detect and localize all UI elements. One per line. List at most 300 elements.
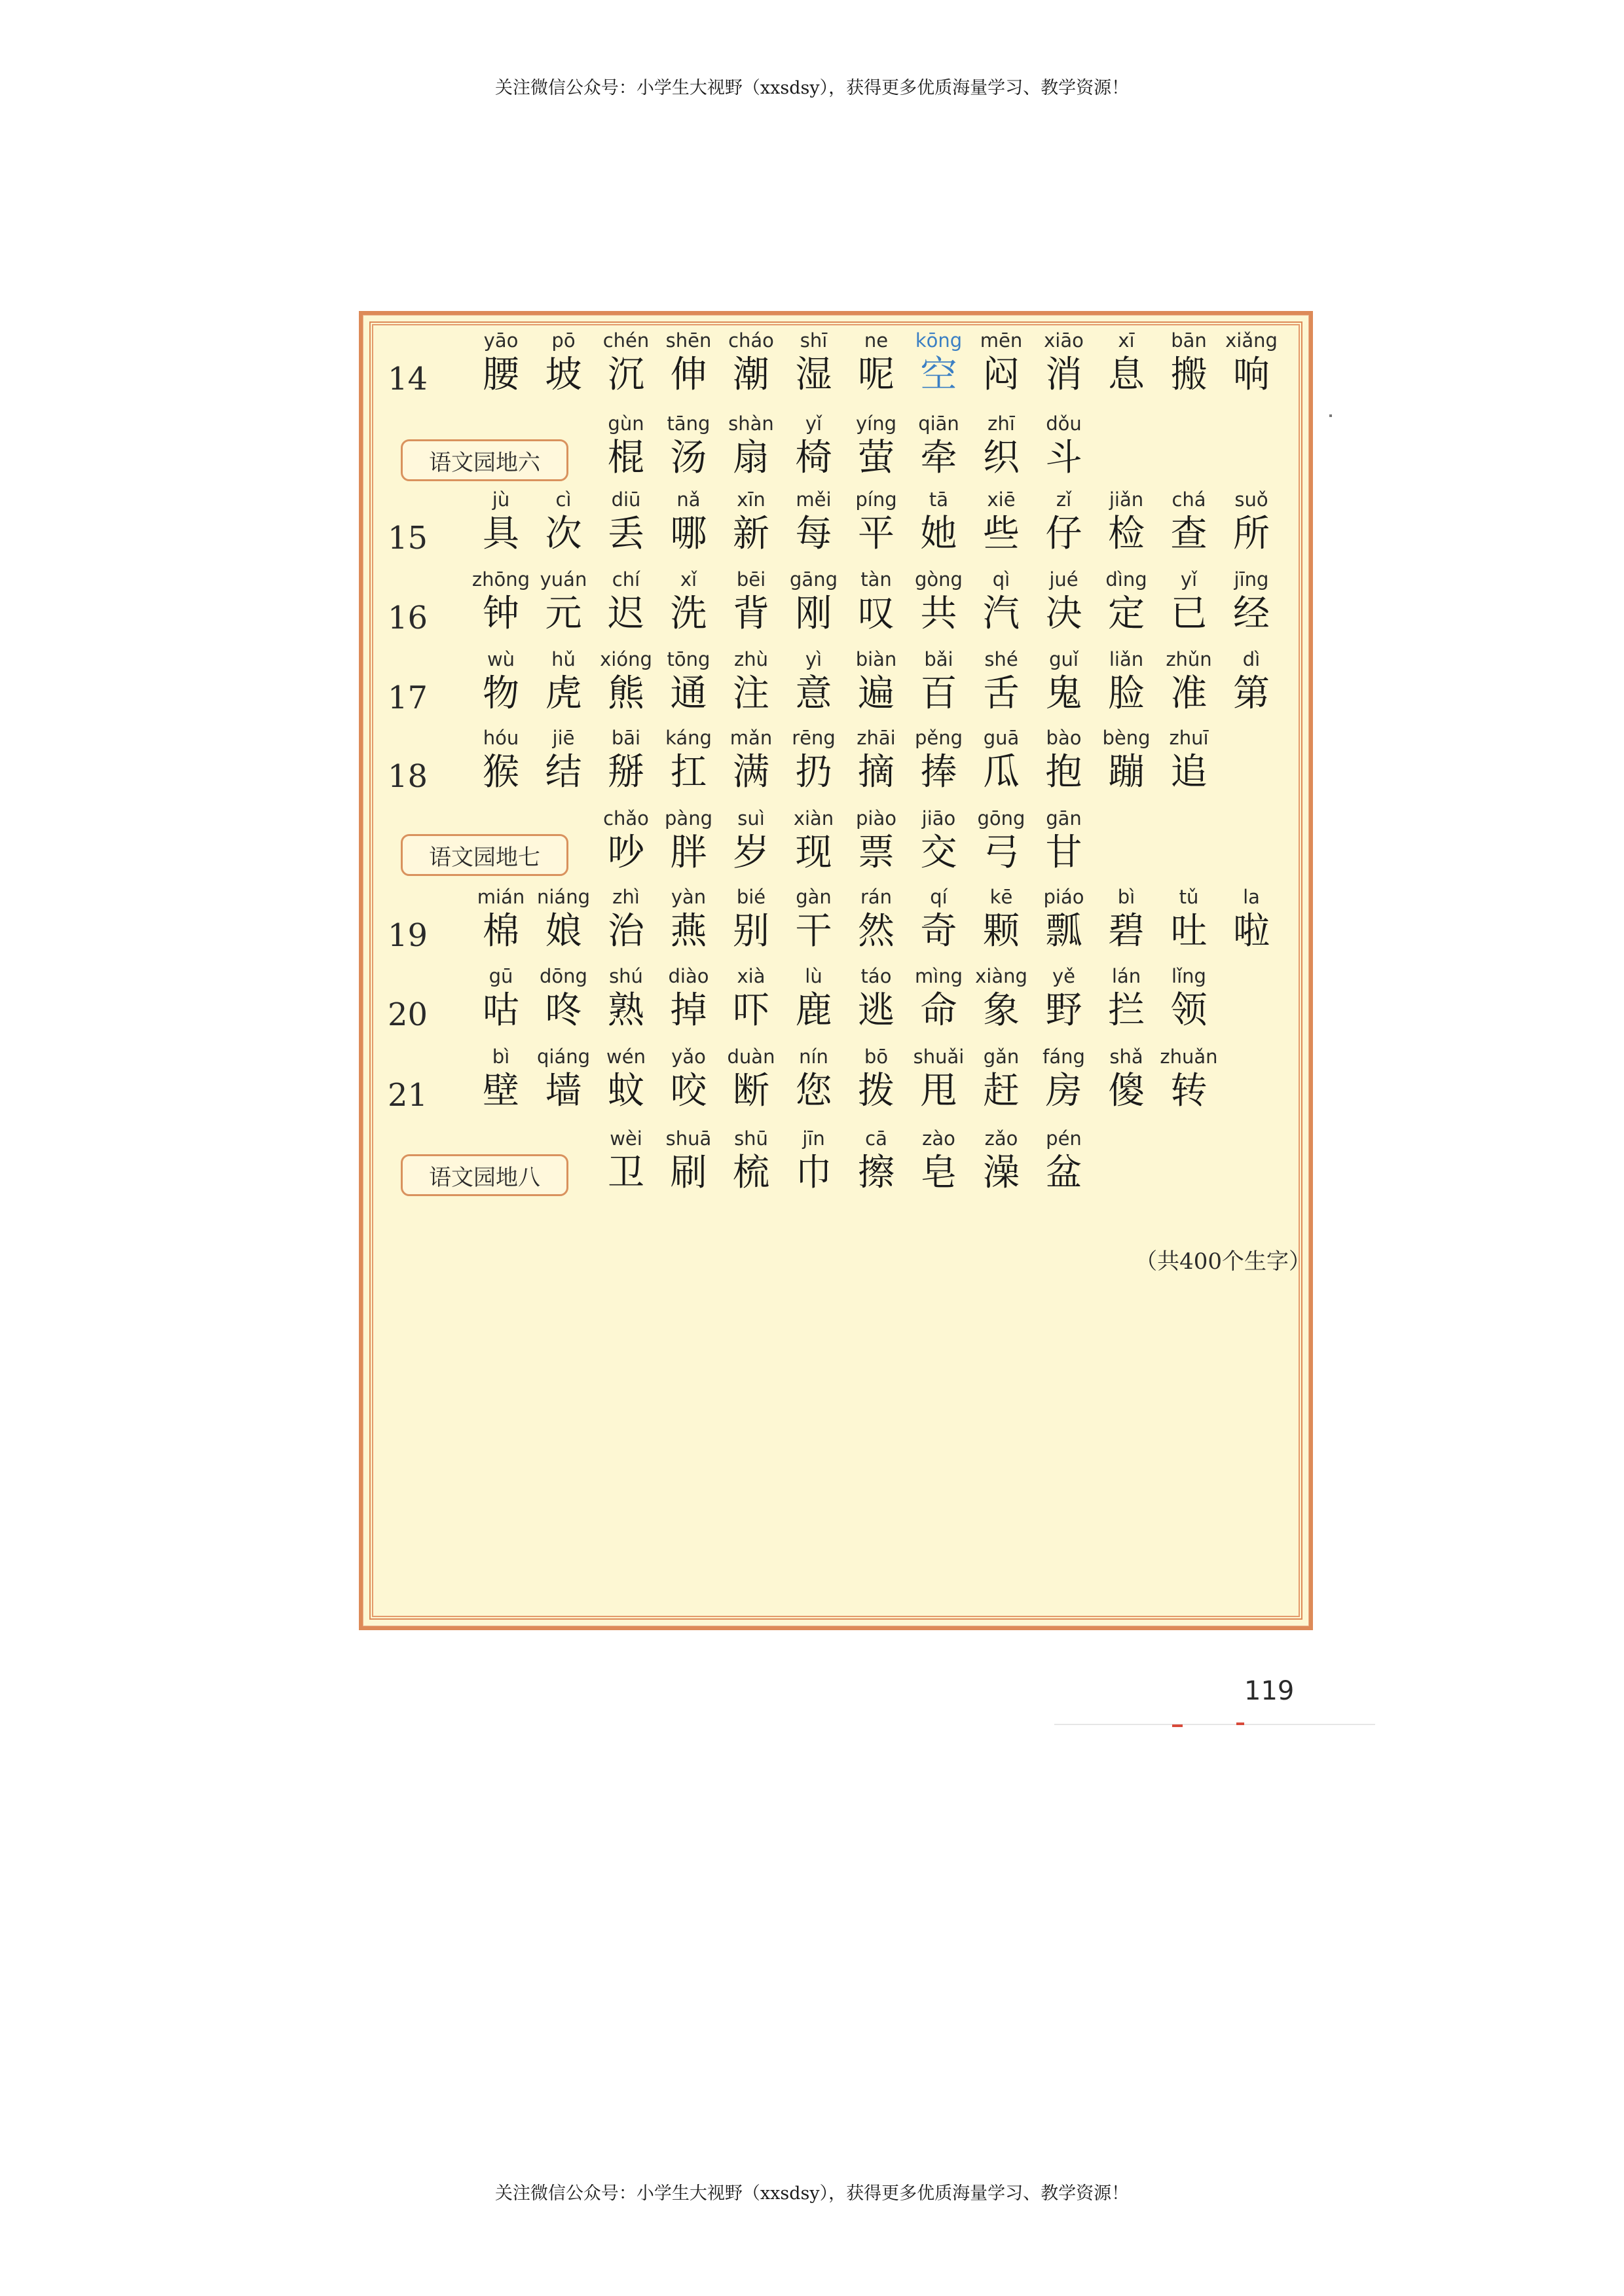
hanzi-character: 刚 xyxy=(795,592,832,635)
hanzi-character: 意 xyxy=(795,672,832,715)
pinyin-label: lù xyxy=(805,965,822,987)
character-cell xyxy=(908,806,970,878)
hanzi-character: 呢 xyxy=(858,354,895,396)
character-cell xyxy=(783,1126,845,1198)
character-cell xyxy=(908,1044,970,1116)
character-cell xyxy=(970,964,1033,1036)
pinyin-label: bào xyxy=(1046,727,1082,749)
hanzi-character: 坡 xyxy=(545,354,582,396)
pinyin-label: yíng xyxy=(855,412,896,435)
hanzi-character: 掰 xyxy=(608,751,644,793)
hanzi-character: 抱 xyxy=(1045,751,1082,793)
table-row xyxy=(363,411,1309,483)
pinyin-label: suǒ xyxy=(1234,488,1268,511)
hanzi-character: 吓 xyxy=(733,989,769,1032)
hanzi-character: 沉 xyxy=(608,354,644,396)
lesson-number: 17 xyxy=(388,680,428,716)
character-cell xyxy=(470,487,532,559)
character-cell xyxy=(845,567,908,639)
pinyin-label: diū xyxy=(611,488,641,511)
character-cell xyxy=(470,884,532,957)
character-cell xyxy=(595,647,657,719)
hanzi-character: 巾 xyxy=(795,1152,832,1194)
character-cell xyxy=(1220,487,1283,559)
character-cell xyxy=(1158,647,1221,719)
character-cell xyxy=(970,1044,1033,1116)
hanzi-character: 摘 xyxy=(858,751,895,793)
pinyin-label: tǔ xyxy=(1179,886,1199,908)
hanzi-character: 然 xyxy=(858,910,895,953)
pinyin-label: hǔ xyxy=(551,648,576,670)
character-cell xyxy=(908,411,970,483)
pinyin-label: zǐ xyxy=(1056,488,1072,511)
character-cell xyxy=(532,964,595,1036)
print-mark-right xyxy=(1236,1722,1244,1725)
hanzi-character: 猴 xyxy=(483,751,519,793)
character-cell xyxy=(1095,884,1158,957)
pinyin-label: zào xyxy=(922,1127,955,1150)
hanzi-character: 扔 xyxy=(795,751,832,793)
pinyin-label: nǎ xyxy=(676,488,701,511)
lesson-number: 15 xyxy=(388,520,428,556)
hanzi-character: 空 xyxy=(920,354,957,396)
character-cell xyxy=(1033,647,1096,719)
hanzi-character: 准 xyxy=(1170,672,1208,715)
character-cell xyxy=(532,647,595,719)
character-cell xyxy=(1033,411,1096,483)
pinyin-label: gǎn xyxy=(983,1046,1020,1068)
pinyin-label: qiáng xyxy=(536,1046,591,1068)
pinyin-label: yǐ xyxy=(805,412,822,435)
hanzi-character: 拦 xyxy=(1108,989,1145,1032)
hanzi-character: 她 xyxy=(920,513,957,555)
character-cell xyxy=(845,647,908,719)
lesson-number: 18 xyxy=(388,758,428,795)
character-cell xyxy=(783,328,845,400)
lesson-number: 14 xyxy=(388,361,428,397)
hanzi-character: 蚊 xyxy=(608,1070,644,1112)
hanzi-character: 擦 xyxy=(858,1152,895,1194)
character-cell xyxy=(720,806,783,878)
hanzi-character: 哪 xyxy=(670,513,707,555)
hanzi-character: 脸 xyxy=(1108,672,1145,715)
hanzi-character: 扛 xyxy=(670,751,707,793)
character-cell xyxy=(1033,1044,1096,1116)
character-cell xyxy=(845,806,908,878)
character-cell xyxy=(1095,328,1158,400)
pinyin-label: xiāo xyxy=(1044,329,1084,352)
hanzi-character: 每 xyxy=(795,513,832,555)
lesson-number: 20 xyxy=(388,996,428,1033)
pinyin-label: xiē xyxy=(987,488,1016,511)
character-cell xyxy=(470,567,532,639)
pinyin-label: zhǔn xyxy=(1166,648,1212,670)
pinyin-label: gān xyxy=(1046,807,1082,829)
hanzi-character: 盆 xyxy=(1045,1152,1082,1194)
pinyin-label: dōng xyxy=(540,965,587,987)
hanzi-character: 具 xyxy=(483,513,519,555)
pinyin-label: shuǎi xyxy=(913,1046,965,1068)
pinyin-label: suì xyxy=(737,807,765,829)
character-cell xyxy=(845,1126,908,1198)
pinyin-label: hóu xyxy=(483,727,519,749)
hanzi-character: 瓜 xyxy=(983,751,1020,793)
pinyin-label: píng xyxy=(855,488,897,511)
hanzi-character: 捧 xyxy=(920,751,957,793)
character-cell xyxy=(1220,647,1283,719)
character-cell xyxy=(783,411,845,483)
character-cell xyxy=(532,328,595,400)
hanzi-character: 治 xyxy=(608,910,644,953)
hanzi-character: 第 xyxy=(1233,672,1270,715)
character-cell xyxy=(720,1126,783,1198)
pinyin-label: shī xyxy=(800,329,828,352)
pinyin-label: bō xyxy=(864,1046,889,1068)
pinyin-label: chí xyxy=(612,568,640,591)
character-cell xyxy=(1220,884,1283,957)
pinyin-label: rán xyxy=(860,886,893,908)
pinyin-label: xiàng xyxy=(975,965,1027,987)
hanzi-character: 房 xyxy=(1045,1070,1082,1112)
pinyin-label: jiāo xyxy=(921,807,956,829)
footer-rule xyxy=(1054,1724,1375,1725)
pinyin-label: bì xyxy=(492,1046,510,1068)
character-cell xyxy=(595,964,657,1036)
character-cell xyxy=(845,964,908,1036)
pinyin-label: piáo xyxy=(1043,886,1084,908)
hanzi-character: 棉 xyxy=(483,910,519,953)
hanzi-character: 丢 xyxy=(608,513,644,555)
pinyin-label: cháo xyxy=(728,329,774,352)
pinyin-label: guā xyxy=(983,727,1020,749)
character-cell xyxy=(595,328,657,400)
pinyin-label: tōng xyxy=(667,648,710,670)
hanzi-character: 逃 xyxy=(858,989,895,1032)
character-cell xyxy=(970,725,1033,797)
pinyin-label: shé xyxy=(984,648,1018,670)
pinyin-label: kōng xyxy=(915,329,963,352)
character-cell xyxy=(657,1126,720,1198)
pinyin-label: shū xyxy=(734,1127,768,1150)
character-cell xyxy=(908,567,970,639)
pinyin-label: xiàn xyxy=(793,807,834,829)
pinyin-label: yāo xyxy=(483,329,519,352)
pinyin-label: bǎi xyxy=(924,648,953,670)
hanzi-character: 瓢 xyxy=(1045,910,1082,953)
hanzi-character: 拨 xyxy=(858,1070,895,1112)
character-cell xyxy=(1033,487,1096,559)
character-cell xyxy=(720,411,783,483)
character-cell xyxy=(657,411,720,483)
character-cell xyxy=(470,328,532,400)
hanzi-character: 织 xyxy=(983,437,1020,479)
hanzi-character: 舌 xyxy=(983,672,1020,715)
pinyin-label: wù xyxy=(487,648,515,670)
character-cell xyxy=(783,487,845,559)
hanzi-character: 鬼 xyxy=(1045,672,1082,715)
hanzi-character: 岁 xyxy=(733,831,769,874)
pinyin-label: pén xyxy=(1046,1127,1082,1150)
hanzi-character: 掉 xyxy=(670,989,707,1032)
character-cell xyxy=(1033,884,1096,957)
hanzi-character: 注 xyxy=(733,672,769,715)
pinyin-label: chén xyxy=(602,329,650,352)
lesson-number: 19 xyxy=(388,917,428,954)
hanzi-character: 次 xyxy=(545,513,582,555)
pinyin-label: chá xyxy=(1172,488,1206,511)
hanzi-character: 潮 xyxy=(733,354,769,396)
hanzi-character: 胖 xyxy=(670,831,707,874)
hanzi-character: 叹 xyxy=(858,592,895,635)
hanzi-character: 萤 xyxy=(858,437,895,479)
pinyin-label: dì xyxy=(1242,648,1261,670)
pinyin-label: tā xyxy=(929,488,949,511)
character-cell xyxy=(783,884,845,957)
hanzi-character: 检 xyxy=(1108,513,1145,555)
character-cell xyxy=(908,884,970,957)
pinyin-label: zǎo xyxy=(984,1127,1018,1150)
table-row xyxy=(363,1126,1309,1198)
character-cell xyxy=(720,487,783,559)
hanzi-character: 皂 xyxy=(920,1152,957,1194)
character-cell xyxy=(1033,328,1096,400)
scan-speck xyxy=(1329,414,1332,417)
character-cell xyxy=(970,411,1033,483)
hanzi-character: 交 xyxy=(920,831,957,874)
hanzi-character: 通 xyxy=(670,672,707,715)
pinyin-label: zhāi xyxy=(857,727,896,749)
character-cell xyxy=(783,567,845,639)
character-cell xyxy=(470,647,532,719)
hanzi-character: 已 xyxy=(1170,592,1208,635)
character-cell xyxy=(1158,725,1221,797)
pinyin-label: jīn xyxy=(802,1127,825,1150)
character-cell xyxy=(970,884,1033,957)
print-mark-left xyxy=(1172,1724,1183,1727)
hanzi-character: 虎 xyxy=(545,672,582,715)
hanzi-character: 弓 xyxy=(983,831,1020,874)
character-cell xyxy=(970,487,1033,559)
character-cell xyxy=(595,1126,657,1198)
hanzi-character: 咬 xyxy=(670,1070,707,1112)
character-cell xyxy=(908,487,970,559)
hanzi-character: 啦 xyxy=(1233,910,1270,953)
hanzi-character: 仔 xyxy=(1045,513,1082,555)
unit-badge: 语文园地八 xyxy=(401,1154,568,1196)
pinyin-label: yuán xyxy=(540,568,587,591)
pinyin-label: bì xyxy=(1117,886,1135,908)
character-cell xyxy=(595,806,657,878)
pinyin-label: zhōng xyxy=(471,568,530,591)
pinyin-label: yě xyxy=(1052,965,1075,987)
pinyin-label: niáng xyxy=(537,886,590,908)
character-cell xyxy=(1158,328,1221,400)
character-cell xyxy=(470,964,532,1036)
hanzi-character: 经 xyxy=(1233,592,1270,635)
pinyin-label: jīng xyxy=(1234,568,1269,591)
character-cell xyxy=(845,725,908,797)
character-cell xyxy=(1158,1044,1221,1116)
hanzi-character: 娘 xyxy=(545,910,582,953)
character-cell xyxy=(657,567,720,639)
hanzi-character: 百 xyxy=(920,672,957,715)
character-cell xyxy=(970,806,1033,878)
hanzi-character: 背 xyxy=(733,592,769,635)
character-cell xyxy=(1033,725,1096,797)
pinyin-label: qiān xyxy=(918,412,959,435)
hanzi-character: 斗 xyxy=(1045,437,1082,479)
pinyin-label: yì xyxy=(805,648,822,670)
character-cell xyxy=(657,1044,720,1116)
pinyin-label: zhuǎn xyxy=(1160,1046,1218,1068)
character-cell xyxy=(532,725,595,797)
character-cell xyxy=(1158,884,1221,957)
pinyin-label: cā xyxy=(865,1127,887,1150)
pinyin-label: shuā xyxy=(665,1127,712,1150)
character-cell xyxy=(532,567,595,639)
character-cell xyxy=(470,725,532,797)
pinyin-label: mǎn xyxy=(729,727,773,749)
hanzi-character: 墙 xyxy=(545,1070,582,1112)
table-row xyxy=(363,487,1309,559)
pinyin-label: gòng xyxy=(915,568,963,591)
hanzi-character: 息 xyxy=(1108,354,1145,396)
pinyin-label: pō xyxy=(551,329,576,352)
pinyin-label: dǒu xyxy=(1046,412,1082,435)
character-cell xyxy=(908,328,970,400)
character-cell xyxy=(595,1044,657,1116)
character-cell xyxy=(1095,1044,1158,1116)
hanzi-character: 吵 xyxy=(608,831,644,874)
page-number: 119 xyxy=(1244,1676,1295,1706)
character-cell xyxy=(595,487,657,559)
pinyin-label: káng xyxy=(665,727,712,749)
hanzi-character: 熟 xyxy=(608,989,644,1032)
pinyin-label: xǐ xyxy=(680,568,697,591)
character-cell xyxy=(845,328,908,400)
hanzi-character: 迟 xyxy=(608,592,644,635)
pinyin-label: pàng xyxy=(665,807,712,829)
character-cell xyxy=(657,725,720,797)
character-cell xyxy=(532,487,595,559)
hanzi-character: 颗 xyxy=(983,910,1020,953)
character-cell xyxy=(595,884,657,957)
hanzi-character: 熊 xyxy=(608,672,644,715)
pinyin-label: gùn xyxy=(608,412,644,435)
pinyin-label: rēng xyxy=(792,727,836,749)
character-cell xyxy=(595,411,657,483)
character-cell xyxy=(720,964,783,1036)
pinyin-label: qì xyxy=(992,568,1010,591)
hanzi-character: 定 xyxy=(1108,592,1145,635)
character-cell xyxy=(783,647,845,719)
character-cell xyxy=(1033,806,1096,878)
pinyin-label: bān xyxy=(1171,329,1207,352)
pinyin-label: qí xyxy=(930,886,948,908)
pinyin-label: jué xyxy=(1049,568,1079,591)
character-cell xyxy=(657,884,720,957)
hanzi-character: 追 xyxy=(1170,751,1208,793)
character-cell xyxy=(657,328,720,400)
hanzi-character: 消 xyxy=(1045,354,1082,396)
hanzi-character: 奇 xyxy=(920,910,957,953)
pinyin-label: gāng xyxy=(790,568,838,591)
character-cell xyxy=(783,725,845,797)
pinyin-label: dìng xyxy=(1105,568,1147,591)
pinyin-label: lǐng xyxy=(1172,965,1206,987)
character-cell xyxy=(657,487,720,559)
character-cell xyxy=(720,567,783,639)
hanzi-character: 鹿 xyxy=(795,989,832,1032)
character-cell xyxy=(595,567,657,639)
pinyin-label: shēn xyxy=(665,329,712,352)
hanzi-character: 刷 xyxy=(670,1152,707,1194)
pinyin-label: jiē xyxy=(552,727,575,749)
pinyin-label: yǎo xyxy=(671,1046,706,1068)
hanzi-character: 腰 xyxy=(483,354,519,396)
character-cell xyxy=(1095,964,1158,1036)
pinyin-label: bēi xyxy=(736,568,766,591)
pinyin-label: wèi xyxy=(610,1127,642,1150)
character-cell xyxy=(532,1044,595,1116)
pinyin-label: bié xyxy=(736,886,766,908)
pinyin-label: ne xyxy=(864,329,889,352)
pinyin-label: guǐ xyxy=(1049,648,1079,670)
hanzi-character: 咚 xyxy=(545,989,582,1032)
pinyin-label: xióng xyxy=(600,648,652,670)
hanzi-character: 澡 xyxy=(983,1152,1020,1194)
character-cell xyxy=(1158,567,1221,639)
pinyin-label: shǎ xyxy=(1109,1046,1143,1068)
hanzi-character: 梳 xyxy=(733,1152,769,1194)
pinyin-label: zhī xyxy=(987,412,1015,435)
pinyin-label: xīn xyxy=(737,488,766,511)
hanzi-character: 扇 xyxy=(733,437,769,479)
hanzi-character: 汤 xyxy=(670,437,707,479)
unit-badge: 语文园地七 xyxy=(401,834,568,876)
pinyin-label: zhì xyxy=(612,886,640,908)
hanzi-character: 物 xyxy=(483,672,519,715)
hanzi-character: 遍 xyxy=(858,672,895,715)
pinyin-label: táo xyxy=(860,965,892,987)
table-row xyxy=(363,567,1309,639)
character-cell xyxy=(1220,328,1283,400)
hanzi-character: 吐 xyxy=(1170,910,1208,953)
hanzi-character: 转 xyxy=(1170,1070,1208,1112)
pinyin-label: kē xyxy=(989,886,1013,908)
hanzi-character: 查 xyxy=(1170,513,1208,555)
hanzi-character: 燕 xyxy=(670,910,707,953)
pinyin-label: mēn xyxy=(980,329,1023,352)
pinyin-label: zhù xyxy=(734,648,768,670)
pinyin-label: duàn xyxy=(727,1046,775,1068)
hanzi-character: 傻 xyxy=(1108,1070,1145,1112)
pinyin-label: yǐ xyxy=(1180,568,1198,591)
hanzi-character: 您 xyxy=(795,1070,832,1112)
pinyin-label: jiǎn xyxy=(1109,488,1144,511)
character-cell xyxy=(657,964,720,1036)
hanzi-character: 牵 xyxy=(920,437,957,479)
hanzi-character: 咕 xyxy=(483,989,519,1032)
pinyin-label: liǎn xyxy=(1109,648,1144,670)
table-row xyxy=(363,1044,1309,1116)
character-cell xyxy=(908,964,970,1036)
character-cell xyxy=(1158,964,1221,1036)
character-cell xyxy=(908,647,970,719)
pinyin-label: tàn xyxy=(860,568,892,591)
pinyin-label: shú xyxy=(609,965,643,987)
character-cell xyxy=(845,487,908,559)
